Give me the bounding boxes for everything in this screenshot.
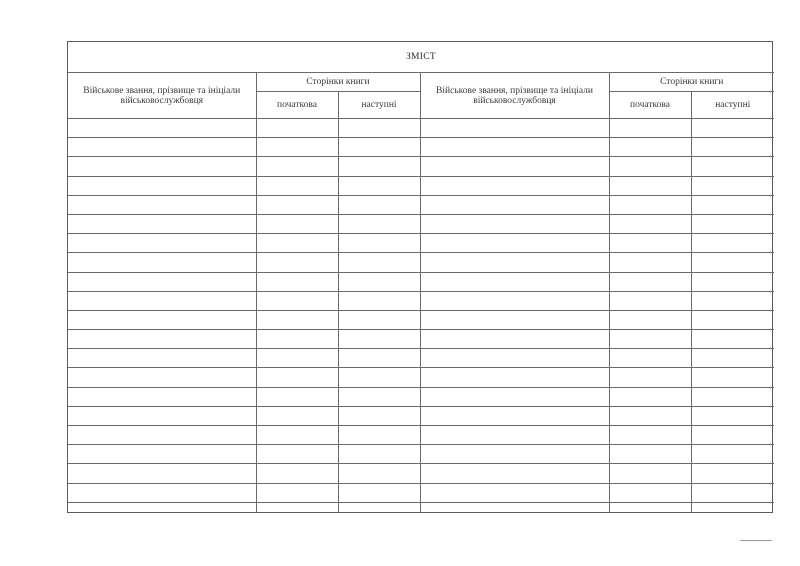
- contents-title: ЗМІСТ: [68, 42, 774, 73]
- name-cell-left[interactable]: [68, 349, 256, 368]
- next-pages-cell-left[interactable]: [338, 426, 420, 445]
- name-cell-left[interactable]: [68, 445, 256, 464]
- table-row: [68, 426, 774, 445]
- name-cell-left[interactable]: [68, 426, 256, 445]
- initial-page-cell-right[interactable]: [609, 157, 691, 176]
- table-row: [68, 349, 774, 368]
- name-cell-left[interactable]: [68, 119, 256, 138]
- name-cell-right[interactable]: [420, 234, 609, 253]
- name-cell-right[interactable]: [420, 406, 609, 425]
- next-pages-cell-right[interactable]: [691, 349, 774, 368]
- table-row: [68, 157, 774, 176]
- next-pages-cell-right[interactable]: [691, 253, 774, 272]
- initial-page-cell-left[interactable]: [256, 445, 338, 464]
- table-row: [68, 214, 774, 233]
- name-cell-right[interactable]: [420, 310, 609, 329]
- next-pages-cell-left[interactable]: [338, 234, 420, 253]
- name-cell-left[interactable]: [68, 310, 256, 329]
- initial-page-cell-left[interactable]: [256, 195, 338, 214]
- next-pages-cell-right[interactable]: [691, 426, 774, 445]
- initial-page-cell-right[interactable]: [609, 234, 691, 253]
- name-cell-left[interactable]: [68, 330, 256, 349]
- name-cell-right[interactable]: [420, 176, 609, 195]
- initial-page-cell-left[interactable]: [256, 272, 338, 291]
- next-pages-cell-right[interactable]: [691, 330, 774, 349]
- name-cell-left[interactable]: [68, 195, 256, 214]
- initial-page-cell-left[interactable]: [256, 464, 338, 483]
- next-pages-cell-right[interactable]: [691, 291, 774, 310]
- initial-page-cell-left[interactable]: [256, 157, 338, 176]
- next-pages-cell-left[interactable]: [338, 406, 420, 425]
- name-cell-left[interactable]: [68, 234, 256, 253]
- name-cell-right[interactable]: [420, 291, 609, 310]
- next-pages-cell-right[interactable]: [691, 119, 774, 138]
- initial-page-cell-left[interactable]: [256, 119, 338, 138]
- next-pages-cell-left[interactable]: [338, 310, 420, 329]
- name-cell-right[interactable]: [420, 138, 609, 157]
- next-pages-cell-right[interactable]: [691, 195, 774, 214]
- initial-page-cell-left[interactable]: [256, 214, 338, 233]
- initial-page-cell-right[interactable]: [609, 214, 691, 233]
- table-row: [68, 234, 774, 253]
- name-cell-left[interactable]: [68, 214, 256, 233]
- initial-page-cell-right[interactable]: [609, 464, 691, 483]
- initial-page-cell-right[interactable]: [609, 310, 691, 329]
- name-cell-right[interactable]: [420, 445, 609, 464]
- initial-page-cell-right[interactable]: [609, 445, 691, 464]
- next-pages-header-left: наступні: [338, 92, 420, 119]
- table-row: [68, 195, 774, 214]
- name-cell-right[interactable]: [420, 253, 609, 272]
- name-cell-right[interactable]: [420, 426, 609, 445]
- initial-page-cell-left[interactable]: [256, 330, 338, 349]
- next-pages-cell-right[interactable]: [691, 157, 774, 176]
- name-cell-left[interactable]: [68, 176, 256, 195]
- initial-page-cell-right[interactable]: [609, 406, 691, 425]
- table-row: [68, 138, 774, 157]
- table-row: [68, 387, 774, 406]
- next-pages-cell-left[interactable]: [338, 502, 420, 512]
- initial-page-cell-left[interactable]: [256, 406, 338, 425]
- contents-table: [68, 42, 774, 512]
- name-cell-right[interactable]: [420, 483, 609, 502]
- next-pages-cell-left[interactable]: [338, 349, 420, 368]
- initial-page-cell-right[interactable]: [609, 426, 691, 445]
- initial-page-cell-left[interactable]: [256, 426, 338, 445]
- entry-rows: [68, 119, 774, 513]
- next-pages-cell-right[interactable]: [691, 406, 774, 425]
- next-pages-cell-right[interactable]: [691, 176, 774, 195]
- next-pages-cell-left[interactable]: [338, 138, 420, 157]
- next-pages-cell-left[interactable]: [338, 330, 420, 349]
- next-pages-cell-right[interactable]: [691, 502, 774, 512]
- name-cell-right[interactable]: [420, 330, 609, 349]
- pages-column-header-left: Сторінки книги: [256, 73, 420, 92]
- name-cell-right[interactable]: [420, 502, 609, 512]
- next-pages-cell-left[interactable]: [338, 464, 420, 483]
- initial-page-header-left: початкова: [256, 92, 338, 119]
- initial-page-cell-left[interactable]: [256, 387, 338, 406]
- next-pages-cell-right[interactable]: [691, 138, 774, 157]
- initial-page-cell-left[interactable]: [256, 310, 338, 329]
- next-pages-cell-left[interactable]: [338, 445, 420, 464]
- name-cell-left[interactable]: [68, 157, 256, 176]
- table-row: [68, 119, 774, 138]
- initial-page-cell-right[interactable]: [609, 138, 691, 157]
- next-pages-cell-left[interactable]: [338, 387, 420, 406]
- name-cell-left[interactable]: [68, 291, 256, 310]
- initial-page-cell-right[interactable]: [609, 349, 691, 368]
- initial-page-cell-left[interactable]: [256, 138, 338, 157]
- next-pages-cell-right[interactable]: [691, 272, 774, 291]
- name-cell-left[interactable]: [68, 138, 256, 157]
- next-pages-cell-right[interactable]: [691, 310, 774, 329]
- table-row: [68, 272, 774, 291]
- next-pages-cell-right[interactable]: [691, 387, 774, 406]
- next-pages-cell-left[interactable]: [338, 253, 420, 272]
- table-row: [68, 176, 774, 195]
- pages-column-header-right: Сторінки книги: [609, 73, 774, 92]
- initial-page-cell-left[interactable]: [256, 349, 338, 368]
- table-row: [68, 368, 774, 387]
- name-cell-right[interactable]: [420, 119, 609, 138]
- table-row: [68, 330, 774, 349]
- next-pages-cell-right[interactable]: [691, 214, 774, 233]
- name-cell-left[interactable]: [68, 387, 256, 406]
- next-pages-cell-left[interactable]: [338, 176, 420, 195]
- table-row: [68, 464, 774, 483]
- name-cell-left[interactable]: [68, 464, 256, 483]
- next-pages-cell-right[interactable]: [691, 368, 774, 387]
- initial-page-cell-right[interactable]: [609, 291, 691, 310]
- next-pages-cell-left[interactable]: [338, 272, 420, 291]
- table-row: [68, 406, 774, 425]
- name-cell-left[interactable]: [68, 483, 256, 502]
- initial-page-cell-left[interactable]: [256, 368, 338, 387]
- next-pages-cell-left[interactable]: [338, 119, 420, 138]
- initial-page-cell-right[interactable]: [609, 119, 691, 138]
- name-cell-right[interactable]: [420, 349, 609, 368]
- name-cell-right[interactable]: [420, 195, 609, 214]
- next-pages-cell-left[interactable]: [338, 195, 420, 214]
- name-cell-left[interactable]: [68, 253, 256, 272]
- initial-page-cell-left[interactable]: [256, 234, 338, 253]
- table-row: [68, 291, 774, 310]
- table-row: [68, 310, 774, 329]
- name-cell-right[interactable]: [420, 214, 609, 233]
- contents-form: [67, 41, 773, 513]
- name-cell-right[interactable]: [420, 387, 609, 406]
- initial-page-cell-left[interactable]: [256, 483, 338, 502]
- initial-page-cell-right[interactable]: [609, 483, 691, 502]
- initial-page-cell-right[interactable]: [609, 253, 691, 272]
- next-pages-cell-left[interactable]: [338, 214, 420, 233]
- name-cell-right[interactable]: [420, 368, 609, 387]
- name-cell-left[interactable]: [68, 502, 256, 512]
- name-cell-right[interactable]: [420, 464, 609, 483]
- initial-page-cell-right[interactable]: [609, 387, 691, 406]
- next-pages-cell-right[interactable]: [691, 234, 774, 253]
- table-row: [68, 483, 774, 502]
- initial-page-cell-left[interactable]: [256, 253, 338, 272]
- table-row: [68, 445, 774, 464]
- initial-page-cell-right[interactable]: [609, 272, 691, 291]
- next-pages-cell-left[interactable]: [338, 368, 420, 387]
- next-pages-header-right: наступні: [691, 92, 774, 119]
- page-footer-line: [740, 540, 772, 541]
- name-column-header-right: Військове звання, прізвище та ініціали військовослужбовця: [420, 73, 609, 119]
- next-pages-cell-right[interactable]: [691, 483, 774, 502]
- name-cell-right[interactable]: [420, 157, 609, 176]
- initial-page-cell-left[interactable]: [256, 176, 338, 195]
- next-pages-cell-left[interactable]: [338, 483, 420, 502]
- name-cell-left[interactable]: [68, 406, 256, 425]
- initial-page-cell-left[interactable]: [256, 502, 338, 512]
- name-cell-left[interactable]: [68, 368, 256, 387]
- table-row: [68, 253, 774, 272]
- table-row: [68, 502, 774, 512]
- name-cell-right[interactable]: [420, 272, 609, 291]
- initial-page-cell-right[interactable]: [609, 502, 691, 512]
- name-cell-left[interactable]: [68, 272, 256, 291]
- initial-page-cell-right[interactable]: [609, 195, 691, 214]
- next-pages-cell-right[interactable]: [691, 445, 774, 464]
- initial-page-cell-right[interactable]: [609, 330, 691, 349]
- initial-page-cell-left[interactable]: [256, 291, 338, 310]
- next-pages-cell-left[interactable]: [338, 157, 420, 176]
- next-pages-cell-left[interactable]: [338, 291, 420, 310]
- initial-page-cell-right[interactable]: [609, 176, 691, 195]
- name-column-header-left: Військове звання, прізвище та ініціали військовослужбовця: [68, 73, 256, 119]
- initial-page-cell-right[interactable]: [609, 368, 691, 387]
- next-pages-cell-right[interactable]: [691, 464, 774, 483]
- initial-page-header-right: початкова: [609, 92, 691, 119]
